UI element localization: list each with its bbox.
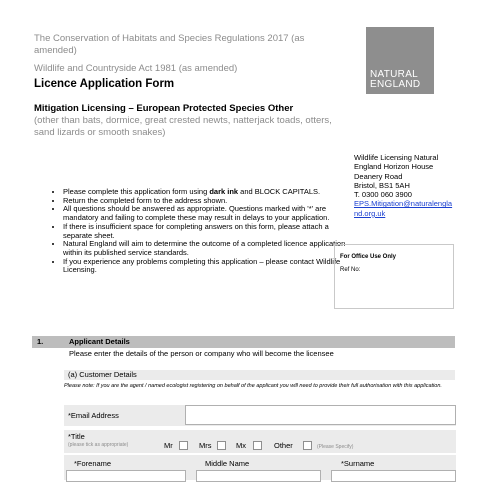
act-text: Wildlife and Countryside Act 1981 (as amended) <box>34 63 238 74</box>
other-specify-hint: (Please Specify) <box>317 444 354 450</box>
subsection-title: Customer Details <box>79 370 137 379</box>
surname-field[interactable] <box>331 470 456 482</box>
office-use-box <box>334 244 454 309</box>
instruction-item: • All questions should be answered as appropriate. Questions marked with '*' are mandatory and failing to complete these may result in delays to your application. <box>63 205 348 222</box>
natural-england-logo <box>366 27 434 94</box>
form-subtitle: Mitigation Licensing – European Protected Species Other <box>34 103 294 114</box>
logo-line-natural: NATURAL <box>370 69 419 80</box>
species-exclusion-text: (other than bats, dormice, great crested newts, natterjack toads, otters, sand lizards or smooth snakes) <box>34 115 332 138</box>
section-header-applicant-details <box>32 336 455 348</box>
title-hint: (please tick as appropriate) <box>68 442 129 448</box>
address-line: Wildlife Licensing Natural England Horizon House <box>354 153 439 172</box>
title-label: *Title <box>68 432 85 441</box>
form-title: Licence Application Form <box>34 78 175 90</box>
title-other-checkbox[interactable] <box>303 441 312 450</box>
middle-name-field[interactable] <box>196 470 321 482</box>
title-mx-checkbox[interactable] <box>253 441 262 450</box>
address-block <box>354 153 454 218</box>
address-line: Bristol, BS1 5AH <box>354 180 410 190</box>
title-option-other-label: Other <box>274 441 293 450</box>
agent-note: Please note: If you are the agent / named ecologist registering on behalf of the applicant you will need to provide their full authorisation with this application. <box>64 383 442 389</box>
instruction-item: • Please complete this application form using dark ink and BLOCK CAPITALS. <box>63 188 348 197</box>
title-option-mx-label: Mx <box>236 441 246 450</box>
section-intro: Please enter the details of the person or company who will become the licensee <box>69 349 334 358</box>
title-row <box>64 430 456 453</box>
instruction-item: • Natural England will aim to determine the outcome of a completed licence application within its published service standards. <box>63 240 348 257</box>
section-number: 1. <box>37 337 44 346</box>
address-line: Deanery Road <box>354 171 403 181</box>
email-label: *Email Address <box>68 411 119 420</box>
instructions-list <box>44 188 348 275</box>
middle-name-label: Middle Name <box>205 459 250 468</box>
forename-label: *Forename <box>74 459 112 468</box>
logo-line-england: ENGLAND <box>370 79 421 90</box>
subsection-prefix: (a) <box>68 370 78 379</box>
instruction-item: • Return the completed form to the address shown. <box>63 197 348 206</box>
title-option-mr-label: Mr <box>164 441 173 450</box>
ref-number-label: Ref No: <box>340 267 361 273</box>
title-mrs-checkbox[interactable] <box>217 441 226 450</box>
email-link[interactable]: EPS.Mitigation@naturalengland.org.uk <box>354 199 453 218</box>
section-title: Applicant Details <box>69 337 130 346</box>
customer-details-subheader <box>64 370 455 380</box>
email-field[interactable] <box>185 405 456 425</box>
instruction-item: • If there is insufficient space for completing answers on this form, please attach a separate sheet. <box>63 223 348 240</box>
title-mr-checkbox[interactable] <box>179 441 188 450</box>
name-row <box>64 455 456 480</box>
instruction-item: • If you experience any problems completing this application – please contact Wildlife Licensing. <box>63 258 348 275</box>
title-option-mrs-label: Mrs <box>199 441 212 450</box>
phone-number: T. 0300 060 3900 <box>354 190 412 200</box>
surname-label: *Surname <box>341 459 375 468</box>
forename-field[interactable] <box>66 470 186 482</box>
email-row <box>64 405 456 426</box>
regulations-text: The Conservation of Habitats and Species Regulations 2017 (as amended) <box>34 33 305 56</box>
office-use-heading: For Office Use Only <box>340 254 397 260</box>
